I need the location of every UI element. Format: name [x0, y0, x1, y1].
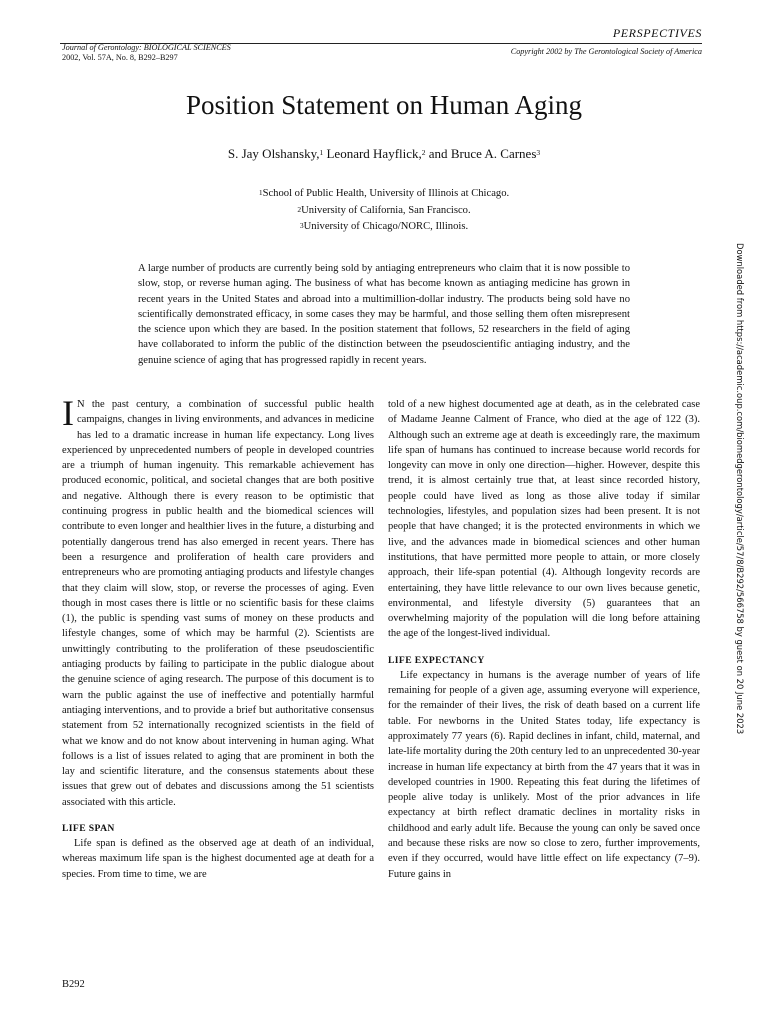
section-header — [60, 26, 702, 57]
affiliation: $^3$University of Chicago/NORC, Illinois. — [299, 221, 469, 232]
affiliation-list — [0, 186, 768, 236]
drop-cap: I — [62, 393, 74, 433]
section-heading-life-expectancy: LIFE EXPECTANCY — [388, 654, 485, 666]
page-number: B292 — [62, 979, 85, 990]
article-title: Position Statement on Human Aging — [186, 90, 582, 120]
body-paragraph: Life expectancy in humans is the average number of years of life remaining for people of a given age, assuming everyone will experience, for the remainder of their lives, the risk of death based on a current life table. For newborns in the United States today, life expectancy is approximately 77 years (6). Rapid declines in infant, child, maternal, and late-life mortality during the 20th century led to an unprecedented 30-year increase in human life expectancy at birth from the 47 years that it was in developed countries in 1900. Repeating this feat during the lifetimes of people alive today is unlikely. Most of the prior advances in life expectancy at birth reflect dramatic declines in mortality risks in childhood and early adult life. Because the young can only be saved once and because these risks are now so close to zero, further improvements, even if they occurred, would have little effect on life expectancy (7–9). Future gains in — [388, 669, 700, 880]
author[interactable]: Leonard Hayflick,$^2$ — [326, 146, 426, 161]
copyright-notice: Copyright 2002 by The Gerontological Society of America — [510, 47, 702, 56]
journal-name: Journal of Gerontology: BIOLOGICAL SCIENCES — [62, 43, 231, 52]
body-paragraph: Life span is defined as the observed age at death of an individual, whereas maximum life span is the highest documented age at death for a species. From time to time, we are — [62, 838, 374, 880]
affiliation: $^2$University of California, San Francisco. — [297, 204, 471, 216]
body-column-right — [388, 397, 700, 882]
author[interactable]: Bruce A. Carnes$^3$ — [450, 146, 541, 161]
body-column-left — [62, 393, 374, 882]
section-label: PERSPECTIVES — [60, 26, 702, 44]
download-watermark: Downloaded from https://academic.oup.com/biomedgerontology/article/57/8/B292/566758 by guest on 20 June 2023 — [735, 243, 745, 735]
author[interactable]: S. Jay Olshansky,$^1$ — [227, 146, 324, 161]
section-heading-life-span: LIFE SPAN — [62, 823, 115, 835]
affiliation: $^1$School of Public Health, University of Illinois at Chicago. — [258, 188, 510, 199]
body-paragraph: told of a new highest documented age at death, as in the celebrated case of Madame Jeanne Calment of France, who died at the age of 122 (3). Although such an extreme age at death is exceedingly rare, the maximum life span of humans has continued to increase because world records for longevity can move in only one direction—higher. However, despite this trend, it is almost certainly true that, at least since recorded history, people could have lived as long as those alive today if similar technologies, lifestyles, and population sizes had been present. It is not people that have changed; it is the protected environments in which we live, and the advances made in biomedical sciences and other human institutions, that have permitted more people to attain, or more closely approach, their life-span potential (4). Although longevity records are entertaining, they have little relevance to our own lives because genetic, environmental, and lifestyle diversity (5) guarantees that an overwhelming majority of the population will die long before attaining the age of the longest-lived individual. — [388, 399, 700, 640]
journal-volume: 2002, Vol. 57A, No. 8, B292–B297 — [62, 53, 178, 62]
author-list: S. Jay Olshansky,$^1$ Leonard Hayflick,$^2$ and Bruce A. Carnes$^3$ — [227, 146, 541, 161]
abstract: A large number of products are currently being sold by antiaging entrepreneurs who claim that it is now possible to slow, stop, or reverse human aging. The business of what has become known as antiaging medicine has grown in recent years in the United States and abroad into a multimillion-dollar industry. The products being sold have no scientifically demonstrated efficacy, in some cases they may be harmful, and those selling them often misrepresent the science upon which they are based. In the position statement that follows, 52 researchers in the field of aging have collaborated to inform the public of the distinction between the pseudoscientific antiaging industry, and the genuine science of aging that has progressed rapidly in recent years. — [138, 263, 630, 366]
intro-paragraph: I N the past century, a combination of successful public health campaigns, changes in living environments, and advances in medicine has led to a dramatic increase in human life expectancy. Long lives experienced by unprecedented numbers of people in developed countries are a triumph of human ingenuity. This remarkable achievement has produced economic, political, and societal changes that are both positive and negative. Although there is every reason to be optimistic that continuing progress in public health and the biomedical sciences will contribute to even longer and healthier lives in the future, a disturbing and potentially dangerous trend has also emerged in recent years. There has been a resurgence and proliferation of health care providers and entrepreneurs who are promoting antiaging products and lifestyle changes that they claim will slow, stop, or reverse the processes of aging. Even though in most cases there is little or no scientific basis for these claims (1), the public is spending vast sums of money on these products and lifestyle changes, some of which may be harmful (2). Scientists are unwittingly contributing to the proliferation of these pseudoscientific antiaging products by failing to participate in the public dialogue about the genuine science of aging research. The purpose of this document is to warn the public against the use of ineffective and potentially harmful antiaging interventions, and to provide a brief but authoritative consensus statement from 52 internationally recognized scientists in the field of what we know and do not know about intervening in human aging. What follows is a list of issues related to aging that are prominent in both the lay and scientific literature, and the consensus statements about these issues that grew out of debates and discussions among the 51 scientists associated with this article. — [62, 393, 374, 808]
